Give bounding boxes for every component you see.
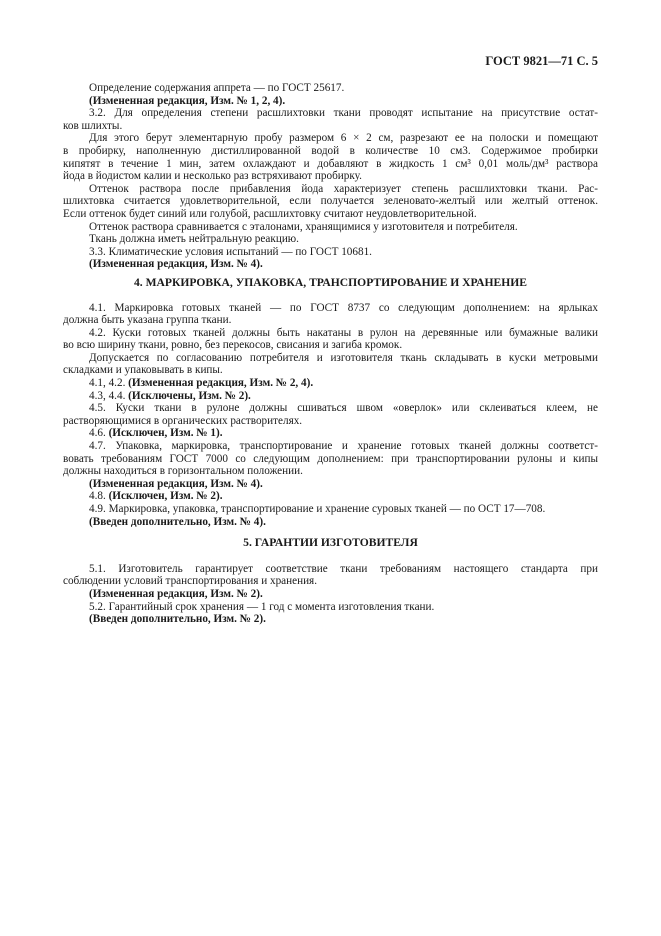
paragraph	[63, 183, 598, 221]
paragraph	[63, 601, 598, 614]
text-line	[63, 95, 598, 108]
paragraph	[63, 246, 598, 259]
text-line	[63, 516, 598, 529]
text-line	[63, 613, 598, 626]
amendment-note: (Исключены, Изм. № 2).	[128, 389, 251, 402]
amendment-note: (Измененная редакция, Изм. № 4).	[89, 258, 263, 271]
paragraph	[63, 377, 598, 390]
paragraph	[63, 352, 598, 377]
text-line: 4.2. Куски готовых тканей должны быть накатаны в рулон на деревянные или бумажные валики	[89, 326, 598, 339]
paragraph	[63, 107, 598, 132]
text-line: соблюдении условий транспортирования и хранения.	[63, 575, 318, 588]
section-heading: 5. ГАРАНТИИ ИЗГОТОВИТЕЛЯ	[243, 536, 418, 550]
paragraph	[63, 503, 598, 516]
section-heading: 4. МАРКИРОВКА, УПАКОВКА, ТРАНСПОРТИРОВАНИЕ И ХРАНЕНИЕ	[133, 276, 528, 290]
clause-number: 4.6.	[89, 427, 106, 440]
paragraph	[63, 95, 598, 108]
text-line: растворяющимися в органических растворителях.	[63, 414, 303, 427]
amendment-note: (Введен дополнительно, Изм. № 2).	[89, 613, 266, 626]
document-body	[63, 82, 598, 626]
amendment-note: (Измененная редакция, Изм. № 1, 2, 4).	[89, 94, 286, 107]
text-line	[63, 490, 598, 503]
paragraph	[63, 82, 598, 95]
clause-number: 4.1, 4.2.	[89, 377, 126, 390]
text-line: 5.2. Гарантийный срок хранения — 1 год с момента изготовления ткани.	[89, 600, 435, 613]
amendment-note: (Измененная редакция, Изм. № 4).	[89, 477, 263, 490]
paragraph	[63, 302, 598, 327]
amendment-note: (Измененная редакция, Изм. № 2).	[89, 587, 263, 600]
text-line: во всю ширину ткани, ровно, без перекосов, свисания и загиба кромок.	[63, 339, 403, 352]
paragraph	[63, 588, 598, 601]
text-line: Определение содержания аппрета — по ГОСТ 25617.	[89, 82, 345, 94]
text-line: 4.1. Маркировка готовых тканей — по ГОСТ 8737 со следующим дополнением: на ярлыках	[89, 301, 598, 314]
text-line: Оттенок раствора после прибавления йода характеризует степень расшлихтовки ткани. Рас-	[89, 182, 598, 195]
text-line	[63, 427, 598, 440]
text-line: Ткань должна иметь нейтральную реакцию.	[89, 233, 299, 246]
text-line: Если оттенок будет синий или голубой, расшлихтовку считают неудовлетворительной.	[63, 207, 477, 220]
page-header: ГОСТ 9821—71 С. 5	[485, 54, 598, 68]
text-line	[63, 258, 598, 271]
text-line	[63, 478, 598, 491]
paragraph	[63, 258, 598, 271]
paragraph	[63, 490, 598, 503]
paragraph	[63, 327, 598, 352]
text-line: Для этого берут элементарную пробу размером 6 × 2 см, разрезают ее на полоски и помещают	[89, 132, 598, 145]
text-line	[63, 588, 598, 601]
paragraph	[63, 132, 598, 182]
paragraph	[63, 478, 598, 491]
clause-number: 4.3, 4.4.	[89, 389, 126, 402]
paragraph	[63, 563, 598, 588]
text-line: Допускается по согласованию потребителя и изготовителя ткань складывать в куски метровыми	[89, 351, 598, 364]
paragraph	[63, 440, 598, 478]
paragraph	[63, 402, 598, 427]
paragraph	[63, 390, 598, 403]
text-line: шлихтовка считается удовлетворительной, если получается зеленовато-желтый или желтый оттенок.	[63, 195, 598, 208]
text-line: 4.9. Маркировка, упаковка, транспортирование и хранение суровых тканей — по ОСТ 17—708.	[89, 503, 546, 515]
text-line: 5.1. Изготовитель гарантирует соответствие ткани требованиям настоящего стандарта при	[89, 562, 598, 575]
text-line: 3.2. Для определения степени расшлихтовки ткани проводят испытание на присутствие остат-	[89, 107, 598, 120]
text-line: в пробирку, наполненную дистиллированной водой в количестве 10 см3. Содержимое пробирки	[63, 144, 598, 157]
text-line: должны находиться в горизонтальном положении.	[63, 465, 303, 478]
text-line: вовать требованиям ГОСТ 7000 со следующим дополнением: при транспортировании рулоны и кипы	[63, 452, 598, 465]
paragraph	[63, 516, 598, 529]
amendment-note: (Введен дополнительно, Изм. № 4).	[89, 515, 266, 528]
text-line: 4.7. Упаковка, маркировка, транспортирование и хранение готовых тканей должны соответст-	[89, 440, 598, 453]
amendment-note: (Исключен, Изм. № 1).	[108, 427, 223, 440]
text-line	[63, 377, 598, 390]
text-line: 4.5. Куски ткани в рулоне должны сшиваться швом «оверлок» или склеиваться клеем, не	[89, 402, 598, 415]
clause-number: 4.8.	[89, 490, 106, 503]
amendment-note: (Исключен, Изм. № 2).	[108, 490, 223, 503]
amendment-note: (Измененная редакция, Изм. № 2, 4).	[128, 377, 314, 390]
text-line: складками и упаковывать в кипы.	[63, 364, 223, 377]
text-line: йода в йодистом калии и несколько раз встряхивают пробирку.	[63, 170, 362, 183]
text-line: 3.3. Климатические условия испытаний — по ГОСТ 10681.	[89, 245, 372, 258]
text-line	[63, 390, 598, 403]
paragraph	[63, 233, 598, 246]
paragraph	[63, 427, 598, 440]
text-line: должна быть указана группа ткани.	[63, 314, 232, 327]
text-line: Оттенок раствора сравнивается с эталонами, хранящимися у изготовителя и потребителя.	[89, 220, 518, 233]
text-line: ков шлихты.	[63, 119, 123, 132]
text-line: кипятят в течение 1 мин, затем охлаждают и добавляют в жидкость 1 см³ 0,01 моль/дм³ раствора	[63, 157, 598, 170]
paragraph	[63, 613, 598, 626]
paragraph	[63, 221, 598, 234]
